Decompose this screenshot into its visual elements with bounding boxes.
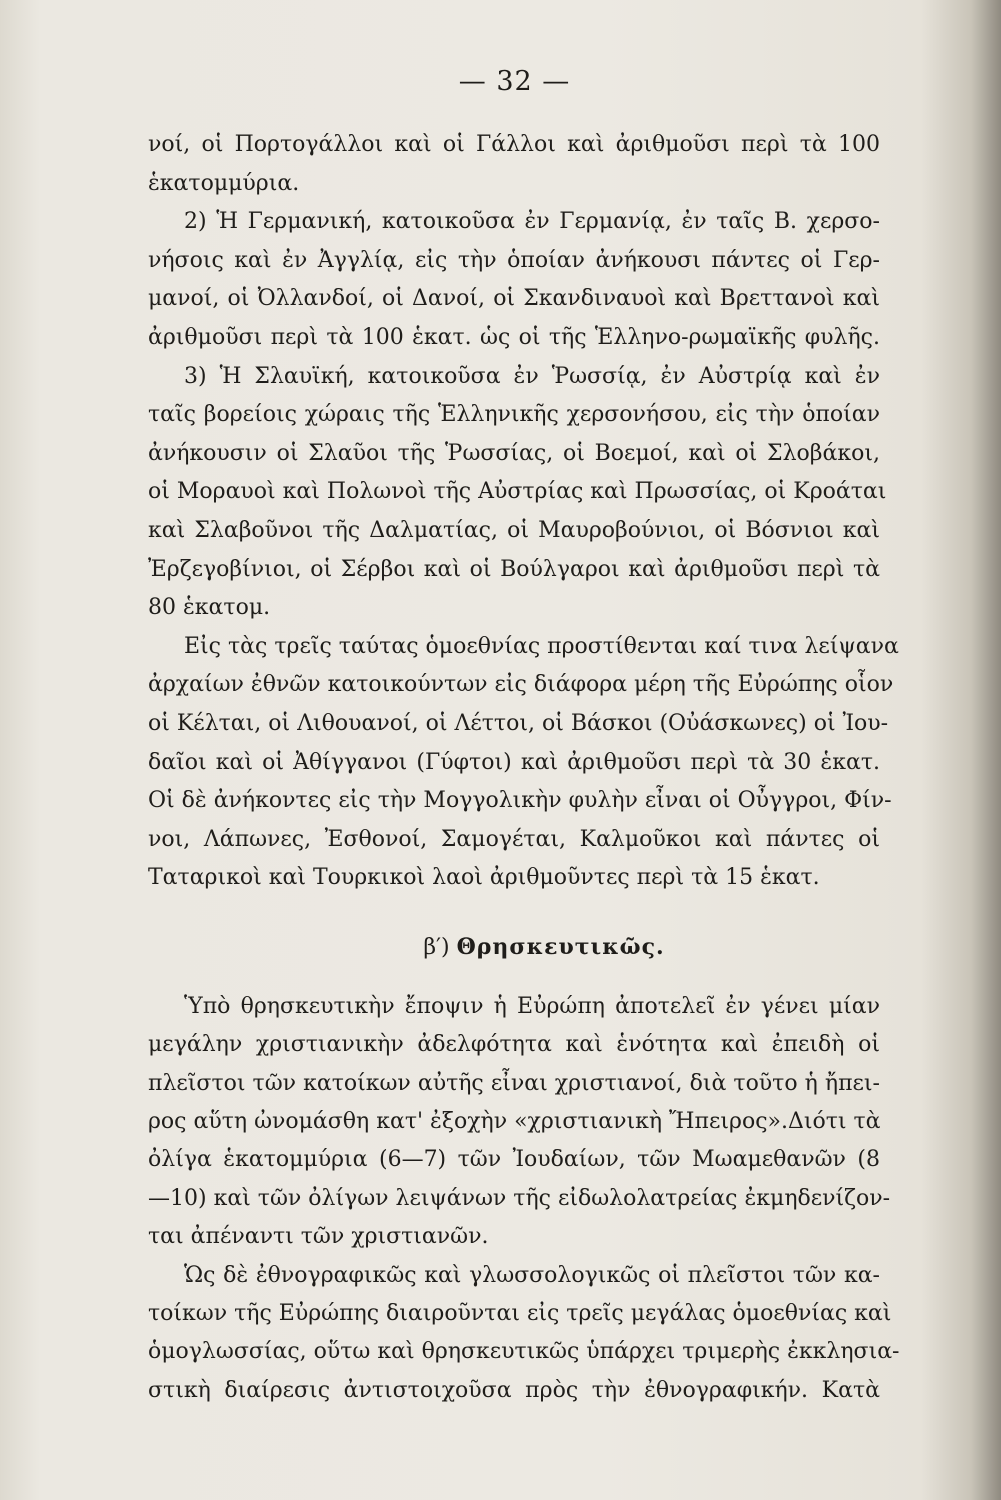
text-line: ρος αὕτη ὠνομάσθη κατ' ἐξοχὴν «χριστιανικὴ Ἤπειρος».Διότι τὰ bbox=[148, 1109, 881, 1135]
section-heading-title: Θρησκευτικῶς. bbox=[456, 933, 665, 960]
text-line: οἱ Κέλται, οἱ Λιθουανοί, οἱ Λέττοι, οἱ Βάσκοι (Οὐάσκωνες) οἱ Ἰου- bbox=[148, 710, 889, 736]
text-line: 80 ἑκατομ. bbox=[148, 595, 271, 621]
text-line: νήσοις καὶ ἐν Ἀγγλίᾳ, εἰς τὴν ὁποίαν ἀνήκουσι πάντες οἱ Γερ- bbox=[148, 247, 880, 273]
text-line: καὶ Σλαβοῦνοι τῆς Δαλματίας, οἱ Μαυροβούνιοι, οἱ Βόσνιοι καὶ bbox=[148, 517, 880, 543]
text-line: τοίκων τῆς Εὐρώπης διαιροῦνται εἰς τρεῖς μεγάλας ὁμοεθνίας καὶ bbox=[148, 1301, 892, 1326]
text-line: Ταταρικοὶ καὶ Τουρκικοὶ λαοὶ ἀριθμοῦντες περὶ τὰ 15 ἑκατ. bbox=[148, 865, 820, 891]
page-number: — 32 — bbox=[458, 66, 571, 97]
section-heading bbox=[148, 928, 880, 966]
text-line: ὀλίγα ἑκατομμύρια (6—7) τῶν Ἰουδαίων, τῶν Μωαμεθανῶν (8 bbox=[148, 1147, 880, 1173]
text-line: 3) Ἡ Σλαυϊκή, κατοικοῦσα ἐν Ῥωσσίᾳ, ἐν Αὐστρίᾳ καὶ ἐν bbox=[184, 363, 880, 389]
section-heading-label: β′) bbox=[423, 934, 450, 960]
text-line: ἀριθμοῦσι περὶ τὰ 100 ἑκατ. ὡς οἱ τῆς Ἑλληνο-ρωμαϊκῆς φυλῆς. bbox=[148, 324, 880, 350]
text-line: ὁμογλωσσίας, οὕτω καὶ θρησκευτικῶς ὑπάρχει τριμερὴς ἐκκλησια- bbox=[148, 1339, 900, 1365]
text-line: πλεῖστοι τῶν κατοίκων αὐτῆς εἶναι χριστιανοί, διὰ τοῦτο ἡ ἤπει- bbox=[148, 1070, 880, 1096]
text-line: Ὡς δὲ ἐθνογραφικῶς καὶ γλωσσολογικῶς οἱ πλεῖστοι τῶν κα- bbox=[184, 1262, 880, 1288]
text-line: ἀνήκουσιν οἱ Σλαῦοι τῆς Ῥωσσίας, οἱ Βοεμοί, καὶ οἱ Σλοβάκοι, bbox=[148, 440, 880, 466]
body-text bbox=[148, 126, 900, 1410]
text-line: Εἰς τὰς τρεῖς ταύτας ὁμοεθνίας προστίθενται καί τινα λείψανα bbox=[184, 633, 899, 659]
text-line: οἱ Μοραυοὶ καὶ Πολωνοὶ τῆς Αὐστρίας καὶ Πρωσσίας, οἱ Κροάται bbox=[148, 479, 887, 505]
text-line: νοί, οἱ Πορτογάλλοι καὶ οἱ Γάλλοι καὶ ἀριθμοῦσι περὶ τὰ 100 bbox=[148, 132, 880, 157]
text-line: ἑκατομμύρια. bbox=[148, 170, 300, 196]
text-line: ταῖς βορείοις χώραις τῆς Ἑλληνικῆς χερσονήσου, εἰς τὴν ὁποίαν bbox=[148, 402, 880, 428]
text-line: στικὴ διαίρεσις ἀντιστοιχοῦσα πρὸς τὴν ἐθνογραφικήν. Κατὰ bbox=[148, 1377, 880, 1403]
text-line: μεγάλην χριστιανικὴν ἀδελφότητα καὶ ἑνότητα καὶ ἐπειδὴ οἱ bbox=[148, 1032, 880, 1058]
text-line: Ὑπὸ θρησκευτικὴν ἔποψιν ἡ Εὐρώπη ἀποτελεῖ ἐν γένει μίαν bbox=[184, 993, 880, 1019]
text-line: ται ἀπέναντι τῶν χριστιανῶν. bbox=[148, 1224, 489, 1250]
text-line: 2) Ἡ Γερμανική, κατοικοῦσα ἐν Γερμανίᾳ, ἐν ταῖς Β. χερσο- bbox=[184, 209, 880, 235]
text-line: μανοί, οἱ Ὀλλανδοί, οἱ Δανοί, οἱ Σκανδιναυοὶ καὶ Βρεττανοὶ καὶ bbox=[148, 286, 880, 312]
section-religious bbox=[148, 988, 900, 1410]
text-line: δαῖοι καὶ οἱ Ἀθίγγανοι (Γύφτοι) καὶ ἀριθμοῦσι περὶ τὰ 30 ἑκατ. bbox=[148, 749, 880, 775]
text-line: ἀρχαίων ἐθνῶν κατοικούντων εἰς διάφορα μέρη τῆς Εὐρώπης οἷον bbox=[148, 672, 894, 698]
text-line: —10) καὶ τῶν ὀλίγων λειψάνων τῆς εἰδωλολατρείας ἐκμηδενίζον- bbox=[148, 1185, 891, 1211]
text-line: νοι, Λάπωνες, Ἐσθονοί, Σαμογέται, Καλμοῦκοι καὶ πάντες οἱ bbox=[148, 826, 880, 852]
section-ethnographic bbox=[148, 126, 899, 898]
text-line: Οἱ δὲ ἀνήκοντες εἰς τὴν Μογγολικὴν φυλὴν εἶναι οἱ Οὖγγροι, Φίν- bbox=[148, 788, 892, 814]
text-line: Ἐρζεγοβίνιοι, οἱ Σέρβοι καὶ οἱ Βούλγαροι καὶ ἀριθμοῦσι περὶ τὰ bbox=[148, 556, 880, 582]
